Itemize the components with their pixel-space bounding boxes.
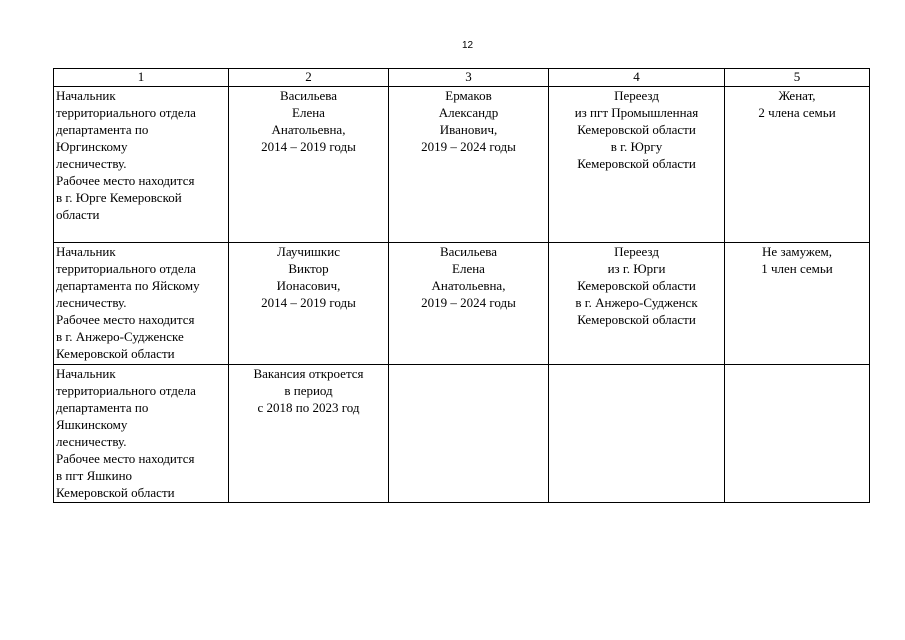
column-header-1: 1: [54, 69, 229, 87]
family-cell: Не замужем, 1 член семьи: [725, 243, 870, 365]
current-holder-cell: Вакансия откроется в период с 2018 по 2023 год: [229, 365, 389, 503]
table-row: [54, 87, 870, 243]
family-cell: [725, 365, 870, 503]
family-cell: Женат, 2 члена семьи: [725, 87, 870, 243]
column-header-4: 4: [549, 69, 725, 87]
position-cell: Начальник территориального отдела департамента по Яйскому лесничеству. Рабочее место находится в г. Анжеро-Судженске Кемеровской области: [54, 243, 229, 365]
position-cell: Начальник территориального отдела департамента по Юргинскому лесничеству. Рабочее место находится в г. Юрге Кемеровской области: [54, 87, 229, 243]
current-holder-cell: Лаучишкис Виктор Ионасович, 2014 – 2019 годы: [229, 243, 389, 365]
header-row: [54, 69, 870, 87]
successor-cell: Васильева Елена Анатольевна, 2019 – 2024 годы: [389, 243, 549, 365]
position-cell: Начальник территориального отдела департамента по Яшкинскому лесничеству. Рабочее место находится в пгт Яшкино Кемеровской области: [54, 365, 229, 503]
column-header-2: 2: [229, 69, 389, 87]
successor-cell: [389, 365, 549, 503]
relocation-cell: Переезд из пгт Промышленная Кемеровской области в г. Юргу Кемеровской области: [549, 87, 725, 243]
relocation-cell: [549, 365, 725, 503]
column-header-3: 3: [389, 69, 549, 87]
table-row: [54, 243, 870, 365]
table-row: [54, 365, 870, 503]
relocation-cell: Переезд из г. Юрги Кемеровской области в г. Анжеро-Судженск Кемеровской области: [549, 243, 725, 365]
successor-cell: Ермаков Александр Иванович, 2019 – 2024 годы: [389, 87, 549, 243]
column-header-5: 5: [725, 69, 870, 87]
current-holder-cell: Васильева Елена Анатольевна, 2014 – 2019 годы: [229, 87, 389, 243]
rotation-table: [53, 68, 870, 503]
page-number: 12: [461, 40, 474, 51]
